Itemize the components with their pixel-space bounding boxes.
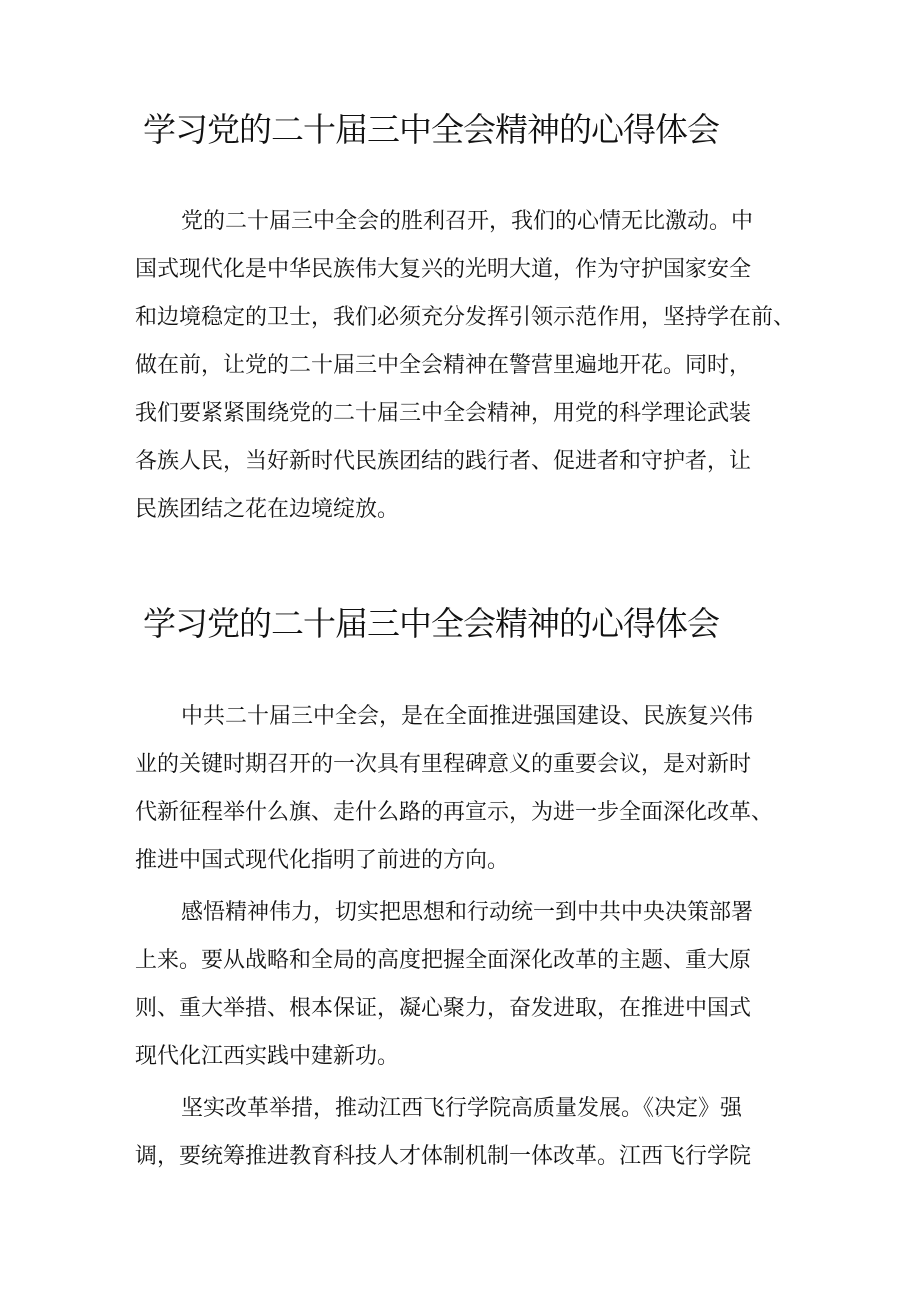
text-line: 民族团结之花在边境绽放。: [135, 497, 400, 522]
text-line: 和边境稳定的卫士，我们必须充分发挥引领示范作用，坚持学在前、: [135, 305, 796, 330]
text-line: 推进中国式现代化指明了前进的方向。: [135, 848, 510, 873]
text-line: 坚实改革举措，推动江西飞行学院高质量发展。《决定》强: [181, 1096, 743, 1121]
section-2-paragraph-2: [135, 889, 785, 1081]
section-2-paragraph-3: [135, 1085, 785, 1181]
text-line: 国式现代化是中华民族伟大复兴的光明大道，作为守护国家安全: [135, 257, 752, 282]
text-line: 做在前，让党的二十届三中全会精神在警营里遍地开花。同时，: [135, 353, 752, 378]
text-line: 党的二十届三中全会的胜利召开，我们的心情无比激动。中: [181, 209, 754, 234]
text-line: 我们要紧紧围绕党的二十届三中全会精神，用党的科学理论武装: [135, 401, 752, 426]
text-line: 上来。要从战略和全局的高度把握全面深化改革的主题、重大原: [135, 948, 752, 973]
text-line: 调，要统筹推进教育科技人才体制机制一体改革。江西飞行学院: [135, 1144, 752, 1169]
section-2-paragraph-1: [135, 693, 785, 885]
text-line: 则、重大举措、根本保证，凝心聚力，奋发进取，在推进中国式: [135, 996, 752, 1021]
text-line: 各族人民，当好新时代民族团结的践行者、促进者和守护者，让: [135, 449, 752, 474]
text-line: 中共二十届三中全会，是在全面推进强国建设、民族复兴伟: [181, 704, 754, 729]
text-line: 现代化江西实践中建新功。: [135, 1044, 400, 1069]
section-2-title: 学习党的二十届三中全会精神的心得体会: [143, 604, 719, 643]
section-1-title: 学习党的二十届三中全会精神的心得体会: [143, 110, 719, 149]
text-line: 业的关键时期召开的一次具有里程碑意义的重要会议，是对新时: [135, 752, 752, 777]
text-line: 代新征程举什么旗、走什么路的再宣示，为进一步全面深化改革、: [135, 800, 774, 825]
section-1-paragraph-1: [135, 198, 796, 534]
text-line: 感悟精神伟力，切实把思想和行动统一到中共中央决策部署: [181, 900, 754, 925]
